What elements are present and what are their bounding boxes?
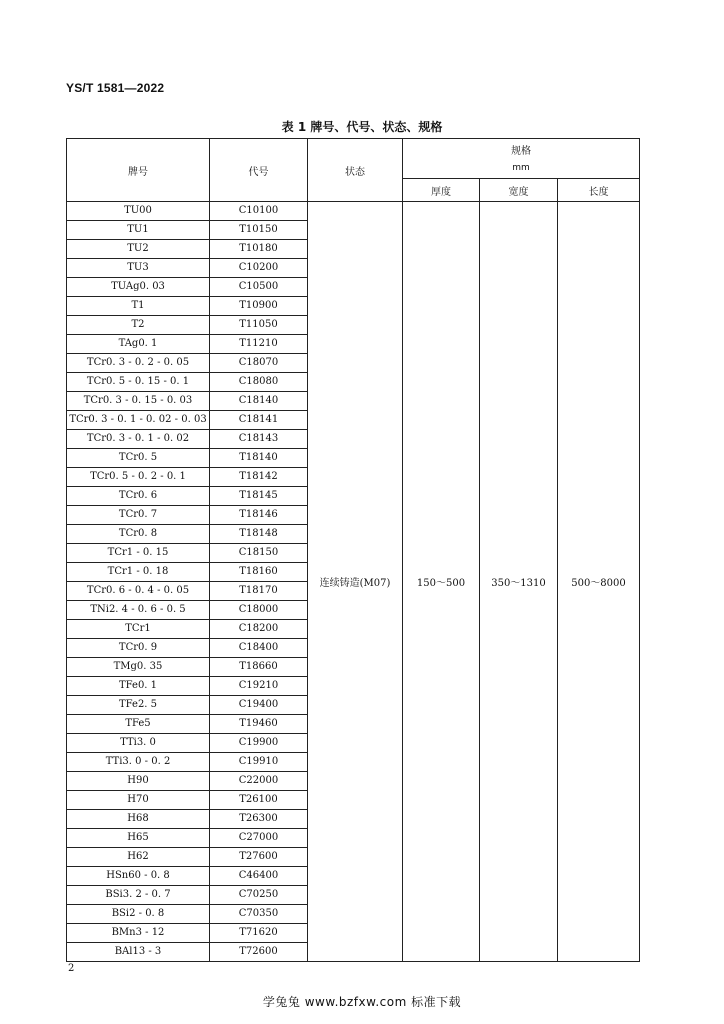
grade-cell: TFe2. 5 xyxy=(67,696,210,715)
grade-cell: H68 xyxy=(67,810,210,829)
code-cell: C10500 xyxy=(210,278,308,297)
grade-cell: TCr0. 3 - 0. 2 - 0. 05 xyxy=(67,354,210,373)
code-cell: C19400 xyxy=(210,696,308,715)
grade-cell: T2 xyxy=(67,316,210,335)
grade-cell: TCr0. 3 - 0. 1 - 0. 02 xyxy=(67,430,210,449)
grade-cell: TU1 xyxy=(67,221,210,240)
code-cell: T18160 xyxy=(210,563,308,582)
grade-cell: TCr1 - 0. 15 xyxy=(67,544,210,563)
length-cell: 500～8000 xyxy=(558,202,640,962)
grade-cell: TU00 xyxy=(67,202,210,221)
code-cell: C19210 xyxy=(210,677,308,696)
code-cell: T26300 xyxy=(210,810,308,829)
footer-site-watermark: 学兔兔 www.bzfxw.com 标准下载 xyxy=(262,995,462,1009)
grade-cell: TCr1 - 0. 18 xyxy=(67,563,210,582)
table-title: 表 1 牌号、代号、状态、规格 xyxy=(281,120,443,134)
header-state: 状态 xyxy=(308,139,403,202)
grade-cell: TFe0. 1 xyxy=(67,677,210,696)
table-body xyxy=(67,202,640,962)
grade-cell: TCr1 xyxy=(67,620,210,639)
code-cell: T72600 xyxy=(210,943,308,962)
page-number: 2 xyxy=(68,963,75,974)
grade-cell: TCr0. 6 xyxy=(67,487,210,506)
code-cell: C18000 xyxy=(210,601,308,620)
header-thickness: 厚度 xyxy=(403,179,480,202)
grade-cell: H70 xyxy=(67,791,210,810)
grade-cell: TNi2. 4 - 0. 6 - 0. 5 xyxy=(67,601,210,620)
grade-cell: TTi3. 0 xyxy=(67,734,210,753)
code-cell: T11210 xyxy=(210,335,308,354)
grade-cell: TCr0. 9 xyxy=(67,639,210,658)
code-cell: T18660 xyxy=(210,658,308,677)
grade-cell: TCr0. 5 xyxy=(67,449,210,468)
header-code: 代号 xyxy=(210,139,308,202)
grade-cell: TU3 xyxy=(67,259,210,278)
code-cell: C18400 xyxy=(210,639,308,658)
grade-cell: H65 xyxy=(67,829,210,848)
grade-cell: HSn60 - 0. 8 xyxy=(67,867,210,886)
code-cell: C10100 xyxy=(210,202,308,221)
grade-cell: TUAg0. 03 xyxy=(67,278,210,297)
grade-cell: TTi3. 0 - 0. 2 xyxy=(67,753,210,772)
grade-cell: TU2 xyxy=(67,240,210,259)
code-cell: C18143 xyxy=(210,430,308,449)
code-cell: T18170 xyxy=(210,582,308,601)
grade-cell: H90 xyxy=(67,772,210,791)
code-cell: T18145 xyxy=(210,487,308,506)
code-cell: C70350 xyxy=(210,905,308,924)
grade-cell: TCr0. 5 - 0. 15 - 0. 1 xyxy=(67,373,210,392)
header-spec xyxy=(403,139,640,179)
code-cell: T18146 xyxy=(210,506,308,525)
header-width: 宽度 xyxy=(480,179,558,202)
grade-cell: TAg0. 1 xyxy=(67,335,210,354)
grade-cell: TCr0. 6 - 0. 4 - 0. 05 xyxy=(67,582,210,601)
header-spec-label: 规格 xyxy=(511,145,531,157)
grade-cell: TCr0. 3 - 0. 1 - 0. 02 - 0. 03 xyxy=(67,411,210,430)
table-row xyxy=(67,202,640,221)
code-cell: C18140 xyxy=(210,392,308,411)
grade-cell: TMg0. 35 xyxy=(67,658,210,677)
code-cell: T18142 xyxy=(210,468,308,487)
code-cell: T18148 xyxy=(210,525,308,544)
code-cell: T18140 xyxy=(210,449,308,468)
state-cell: 连续铸造(M07) xyxy=(308,202,403,962)
width-cell: 350～1310 xyxy=(480,202,558,962)
code-cell: T10180 xyxy=(210,240,308,259)
grade-cell: BAl13 - 3 xyxy=(67,943,210,962)
header-length: 长度 xyxy=(558,179,640,202)
grade-cell: BSi3. 2 - 0. 7 xyxy=(67,886,210,905)
code-cell: T10900 xyxy=(210,297,308,316)
thickness-cell: 150～500 xyxy=(403,202,480,962)
grade-cell: TCr0. 3 - 0. 15 - 0. 03 xyxy=(67,392,210,411)
code-cell: C18141 xyxy=(210,411,308,430)
code-cell: C18080 xyxy=(210,373,308,392)
code-cell: C27000 xyxy=(210,829,308,848)
grade-cell: T1 xyxy=(67,297,210,316)
document-code: YS/T 1581—2022 xyxy=(66,81,165,95)
header-spec-unit: mm xyxy=(512,162,530,173)
code-cell: T11050 xyxy=(210,316,308,335)
code-cell: C19910 xyxy=(210,753,308,772)
code-cell: C70250 xyxy=(210,886,308,905)
code-cell: T26100 xyxy=(210,791,308,810)
grade-cell: BSi2 - 0. 8 xyxy=(67,905,210,924)
code-cell: C18070 xyxy=(210,354,308,373)
header-grade: 牌号 xyxy=(67,139,210,202)
grade-cell: H62 xyxy=(67,848,210,867)
code-cell: T27600 xyxy=(210,848,308,867)
spec-table xyxy=(66,138,640,962)
code-cell: C18150 xyxy=(210,544,308,563)
grade-cell: TCr0. 7 xyxy=(67,506,210,525)
grade-cell: TCr0. 5 - 0. 2 - 0. 1 xyxy=(67,468,210,487)
code-cell: T19460 xyxy=(210,715,308,734)
grade-cell: TCr0. 8 xyxy=(67,525,210,544)
code-cell: C22000 xyxy=(210,772,308,791)
code-cell: C19900 xyxy=(210,734,308,753)
code-cell: T10150 xyxy=(210,221,308,240)
code-cell: C18200 xyxy=(210,620,308,639)
code-cell: C46400 xyxy=(210,867,308,886)
grade-cell: BMn3 - 12 xyxy=(67,924,210,943)
code-cell: T71620 xyxy=(210,924,308,943)
code-cell: C10200 xyxy=(210,259,308,278)
grade-cell: TFe5 xyxy=(67,715,210,734)
